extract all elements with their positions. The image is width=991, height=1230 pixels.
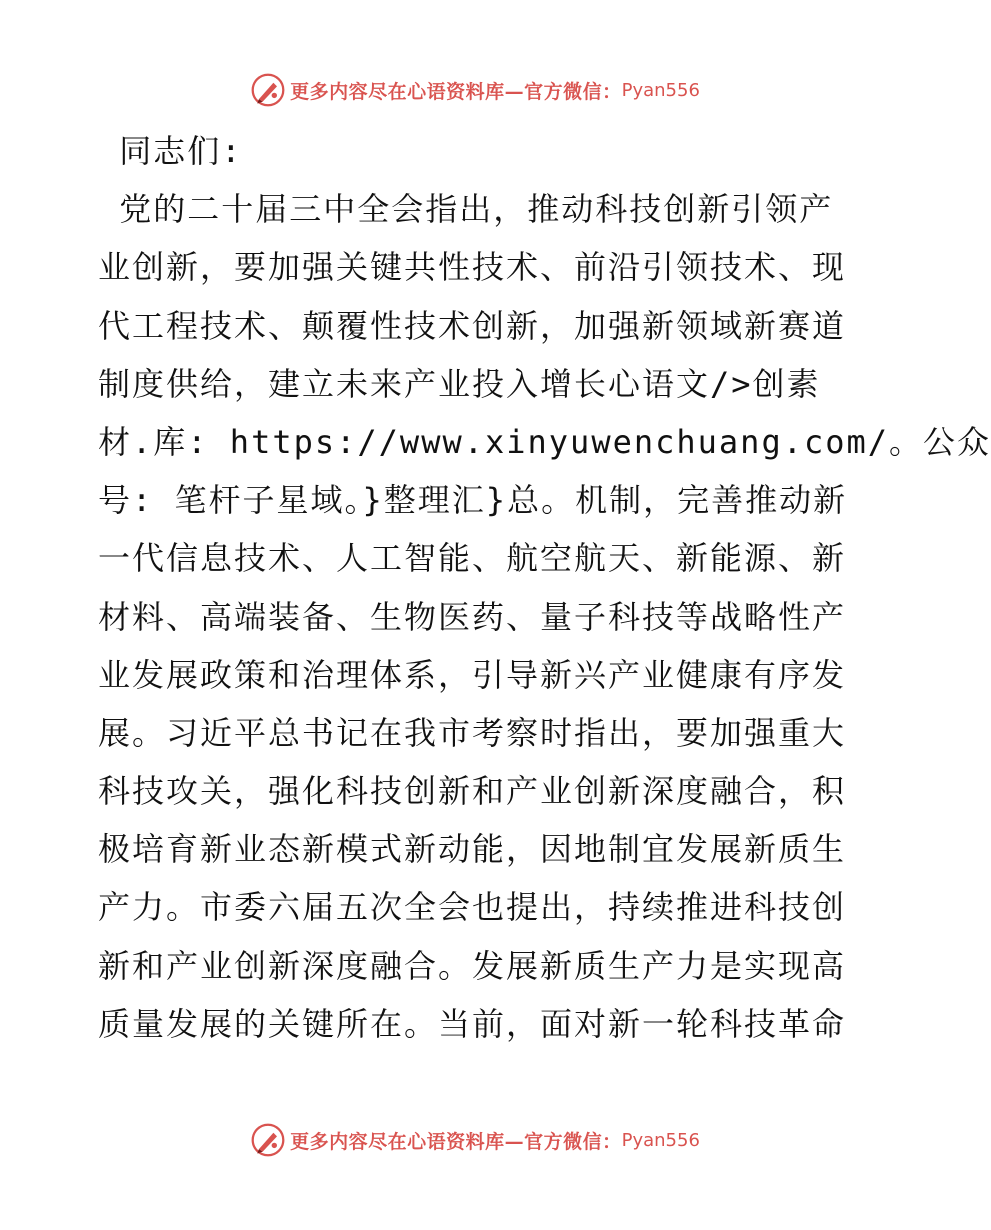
body-line: 党的二十届三中全会指出，推动科技创新引领产 <box>98 190 834 229</box>
body-line: 极培育新业态新模式新动能，因地制宜发展新质生 <box>98 830 847 869</box>
document-body <box>98 122 991 1053</box>
header-banner <box>0 70 950 110</box>
footer-banner <box>0 1120 950 1160</box>
header-banner-text: 更多内容尽在心语资料库—官方微信： <box>290 80 622 103</box>
body-line: 材料、高端装备、生物医药、量子科技等战略性产 <box>98 597 847 636</box>
body-line: 号: 笔杆子星域。}整理汇}总。机制，完善推动新 <box>98 481 848 520</box>
body-line: 产力。市委六届五次全会也提出，持续推进科技创 <box>98 888 847 927</box>
body-line: 一代信息技术、人工智能、航空航天、新能源、新 <box>98 539 847 578</box>
pen-logo-icon <box>250 72 286 108</box>
body-line: 新和产业创新深度融合。发展新质生产力是实现高 <box>98 946 847 985</box>
body-line: 科技攻关，强化科技创新和产业创新深度融合，积 <box>98 772 847 811</box>
body-line: 质量发展的关键所在。当前，面对新一轮科技革命 <box>98 1004 847 1043</box>
body-line: 展。习近平总书记在我市考察时指出，要加强重大 <box>98 713 847 752</box>
pen-logo-icon <box>250 1122 286 1158</box>
footer-banner-handle: Pyan556 <box>621 1129 700 1151</box>
salutation: 同志们: <box>98 132 243 170</box>
body-line: 代工程技术、颠覆性技术创新，加强新领域新赛道 <box>98 306 847 345</box>
body-line: 材.库: https://www.xinyuwenchuang.com/。公众 <box>98 422 991 461</box>
body-line: 制度供给，建立未来产业投入增长心语文/>创素 <box>98 364 821 403</box>
body-line: 业发展政策和治理体系，引导新兴产业健康有序发 <box>98 655 847 694</box>
footer-banner-text: 更多内容尽在心语资料库—官方微信： <box>290 1130 622 1153</box>
header-banner-handle: Pyan556 <box>621 79 700 101</box>
body-line: 业创新，要加强关键共性技术、前沿引领技术、现 <box>98 248 847 287</box>
